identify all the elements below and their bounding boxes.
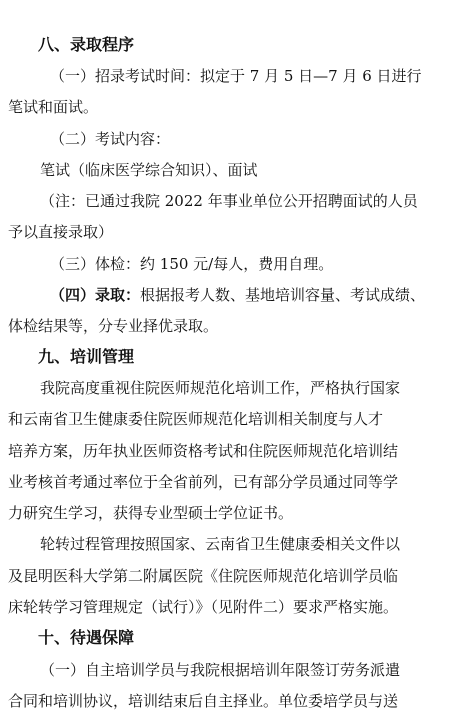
para-line: 和云南省卫生健康委住院医师规范化培训相关制度与人才 xyxy=(8,410,384,428)
item-3-label: （三）体检： xyxy=(50,255,141,273)
para-line: 及昆明医科大学第二附属医院《住院医师规范化培训学员临 xyxy=(8,567,399,585)
para-line: 床轮转学习管理规定（试行）》（见附件二）要求严格实施。 xyxy=(8,598,399,616)
item-4-line-2: 体检结果等，分专业择优录取。 xyxy=(8,317,219,335)
para-line: 力研究生学习，获得专业型硕士学位证书。 xyxy=(8,504,294,522)
item-3 xyxy=(50,254,459,274)
item-2-content: 笔试（临床医学综合知识）、面试 xyxy=(40,161,258,179)
note-line-1: （注：已通过我院 2022 年事业单位公开招聘面试的人员 xyxy=(40,192,418,210)
section-8-heading: 八、录取程序 xyxy=(38,35,135,54)
para-line: 培养方案，历年执业医师资格考试和住院医师规范化培训结 xyxy=(8,442,399,460)
section-10-heading: 十、待遇保障 xyxy=(38,628,135,647)
para-line: 轮转过程管理按照国家、云南省卫生健康委相关文件以 xyxy=(40,535,401,553)
item-3-text: 约 150 元/每人，费用自理。 xyxy=(140,255,334,273)
item-1-line-2: 笔试和面试。 xyxy=(8,98,99,116)
section-9-heading: 九、培训管理 xyxy=(38,347,135,366)
para-line: 合同和培训协议，培训结束后自主择业。单位委培学员与送 xyxy=(8,692,399,710)
item-1-line-1: （一）招录考试时间：拟定于 7 月 5 日—7 月 6 日进行 xyxy=(50,67,422,85)
para-line: （一）自主培训学员与我院根据培训年限签订劳务派遣 xyxy=(40,661,401,679)
item-4 xyxy=(50,285,459,305)
item-4-text: 根据报考人数、基地培训容量、考试成绩、 xyxy=(140,286,426,304)
item-4-label: （四）录取： xyxy=(50,286,141,304)
para-line: 我院高度重视住院医师规范化培训工作，严格执行国家 xyxy=(40,379,401,397)
item-2-label: （二）考试内容： xyxy=(50,130,171,148)
note-line-2: 予以直接录取） xyxy=(8,223,114,241)
para-line: 业考核首考通过率位于全省前列，已有部分学员通过同等学 xyxy=(8,473,399,491)
